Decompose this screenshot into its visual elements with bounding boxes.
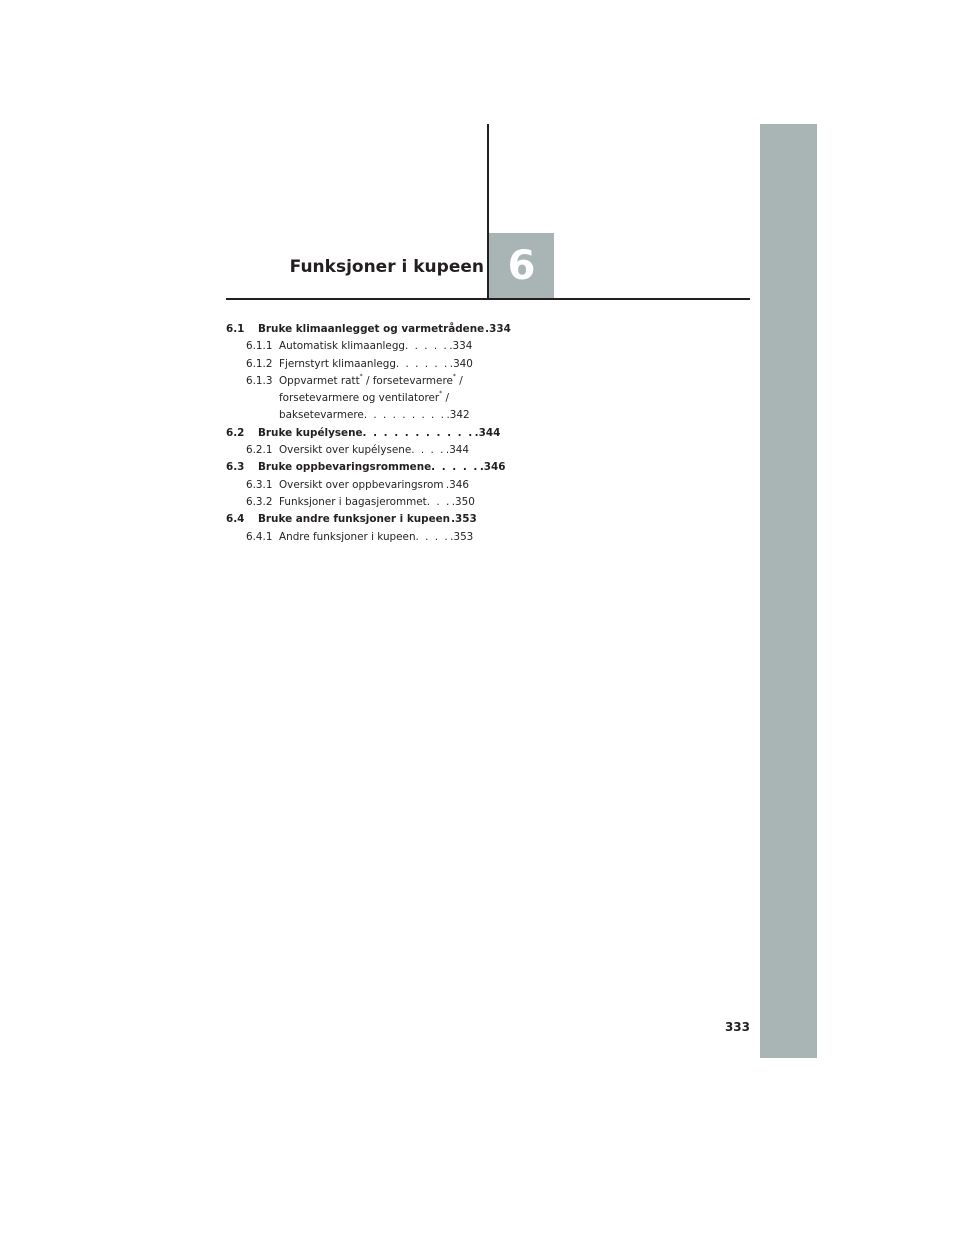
toc-leader: . . . . . . . . . . .	[362, 426, 474, 439]
toc-page: .346	[445, 478, 469, 491]
toc-page: .353	[450, 530, 474, 543]
toc-leader: . . . . .	[431, 461, 479, 474]
chapter-side-tab	[760, 124, 817, 1058]
toc-title: Funksjoner i bagasjerommet	[279, 495, 427, 508]
toc-leader: . . . .	[415, 530, 450, 543]
toc-number: 6.3	[226, 461, 245, 474]
toc-number: 6.4	[226, 513, 245, 526]
toc-number: 6.1.1	[246, 340, 273, 353]
toc-title: Andre funksjoner i kupeen	[279, 530, 416, 543]
toc-leader: . . . . . . . . .	[363, 409, 446, 422]
toc-page: .334	[485, 323, 511, 335]
toc-section-6-1-2[interactable]	[226, 356, 473, 373]
toc-title: Oversikt over oppbevaringsrom	[279, 478, 444, 491]
toc-section-6-1-3[interactable]	[226, 373, 469, 425]
toc-number: 6.3.1	[246, 478, 273, 491]
toc-page: .344	[474, 426, 501, 439]
toc-title: Bruke oppbevaringsrommene	[258, 461, 432, 474]
toc-section-6-3[interactable]	[226, 459, 506, 476]
toc-number: 6.1	[226, 323, 245, 335]
toc-section-6-4-1[interactable]	[226, 529, 474, 546]
toc-page: .353	[451, 513, 477, 526]
table-of-contents	[226, 321, 511, 546]
toc-page: .346	[479, 461, 506, 474]
header-horizontal-rule	[226, 298, 750, 300]
chapter-number-box	[489, 233, 554, 298]
toc-title-line-3: baksetevarmere . . . . . . . . . .342	[226, 407, 469, 424]
toc-section-6-3-1[interactable]	[226, 477, 469, 494]
toc-section-6-4[interactable]	[226, 511, 477, 528]
toc-title: Oversikt over kupélysene	[279, 444, 412, 457]
toc-title: Bruke kupélysene	[258, 426, 363, 439]
optional-equipment-star: *	[359, 372, 363, 380]
toc-number: 6.2.1	[246, 444, 273, 457]
toc-page: .342	[446, 409, 470, 422]
toc-number: 6.1.3	[246, 374, 273, 387]
toc-number: 6.3.2	[246, 495, 273, 508]
toc-title: Fjernstyrt klimaanlegg	[279, 357, 396, 370]
toc-leader: . . . . . .	[395, 357, 449, 370]
page-number: 333	[724, 1020, 750, 1034]
toc-section-6-2[interactable]	[226, 425, 501, 442]
toc-section-6-1-1[interactable]	[226, 338, 473, 355]
toc-title: Bruke klimaanlegget og varmetrådene	[258, 323, 485, 335]
toc-page: .340	[449, 357, 473, 370]
toc-section-6-2-1[interactable]	[226, 442, 469, 459]
toc-page: .344	[445, 444, 470, 457]
toc-leader: . . . .	[411, 444, 445, 457]
optional-equipment-star: *	[452, 372, 456, 380]
toc-section-6-1[interactable]	[226, 321, 511, 338]
toc-section-6-3-2[interactable]	[226, 494, 475, 511]
chapter-title: Funksjoner i kupeen	[289, 257, 484, 277]
toc-leader: . . .	[426, 495, 451, 508]
toc-number: 6.1.2	[246, 357, 273, 370]
toc-title-line-2: forsetevarmere og ventilatorer* /	[279, 390, 449, 405]
toc-title: Bruke andre funksjoner i kupeen	[258, 513, 451, 526]
toc-number: 6.4.1	[246, 530, 273, 543]
toc-title-line-1: Oppvarmet ratt* / forsetevarmere* /	[279, 372, 463, 387]
chapter-number: 6	[507, 242, 536, 289]
toc-leader: . . . . .	[405, 340, 449, 353]
toc-page: .350	[451, 495, 475, 508]
toc-number: 6.2	[226, 426, 245, 439]
toc-title: Automatisk klimaanlegg	[279, 340, 406, 353]
optional-equipment-star: *	[439, 390, 443, 398]
toc-page: .334	[449, 340, 473, 353]
